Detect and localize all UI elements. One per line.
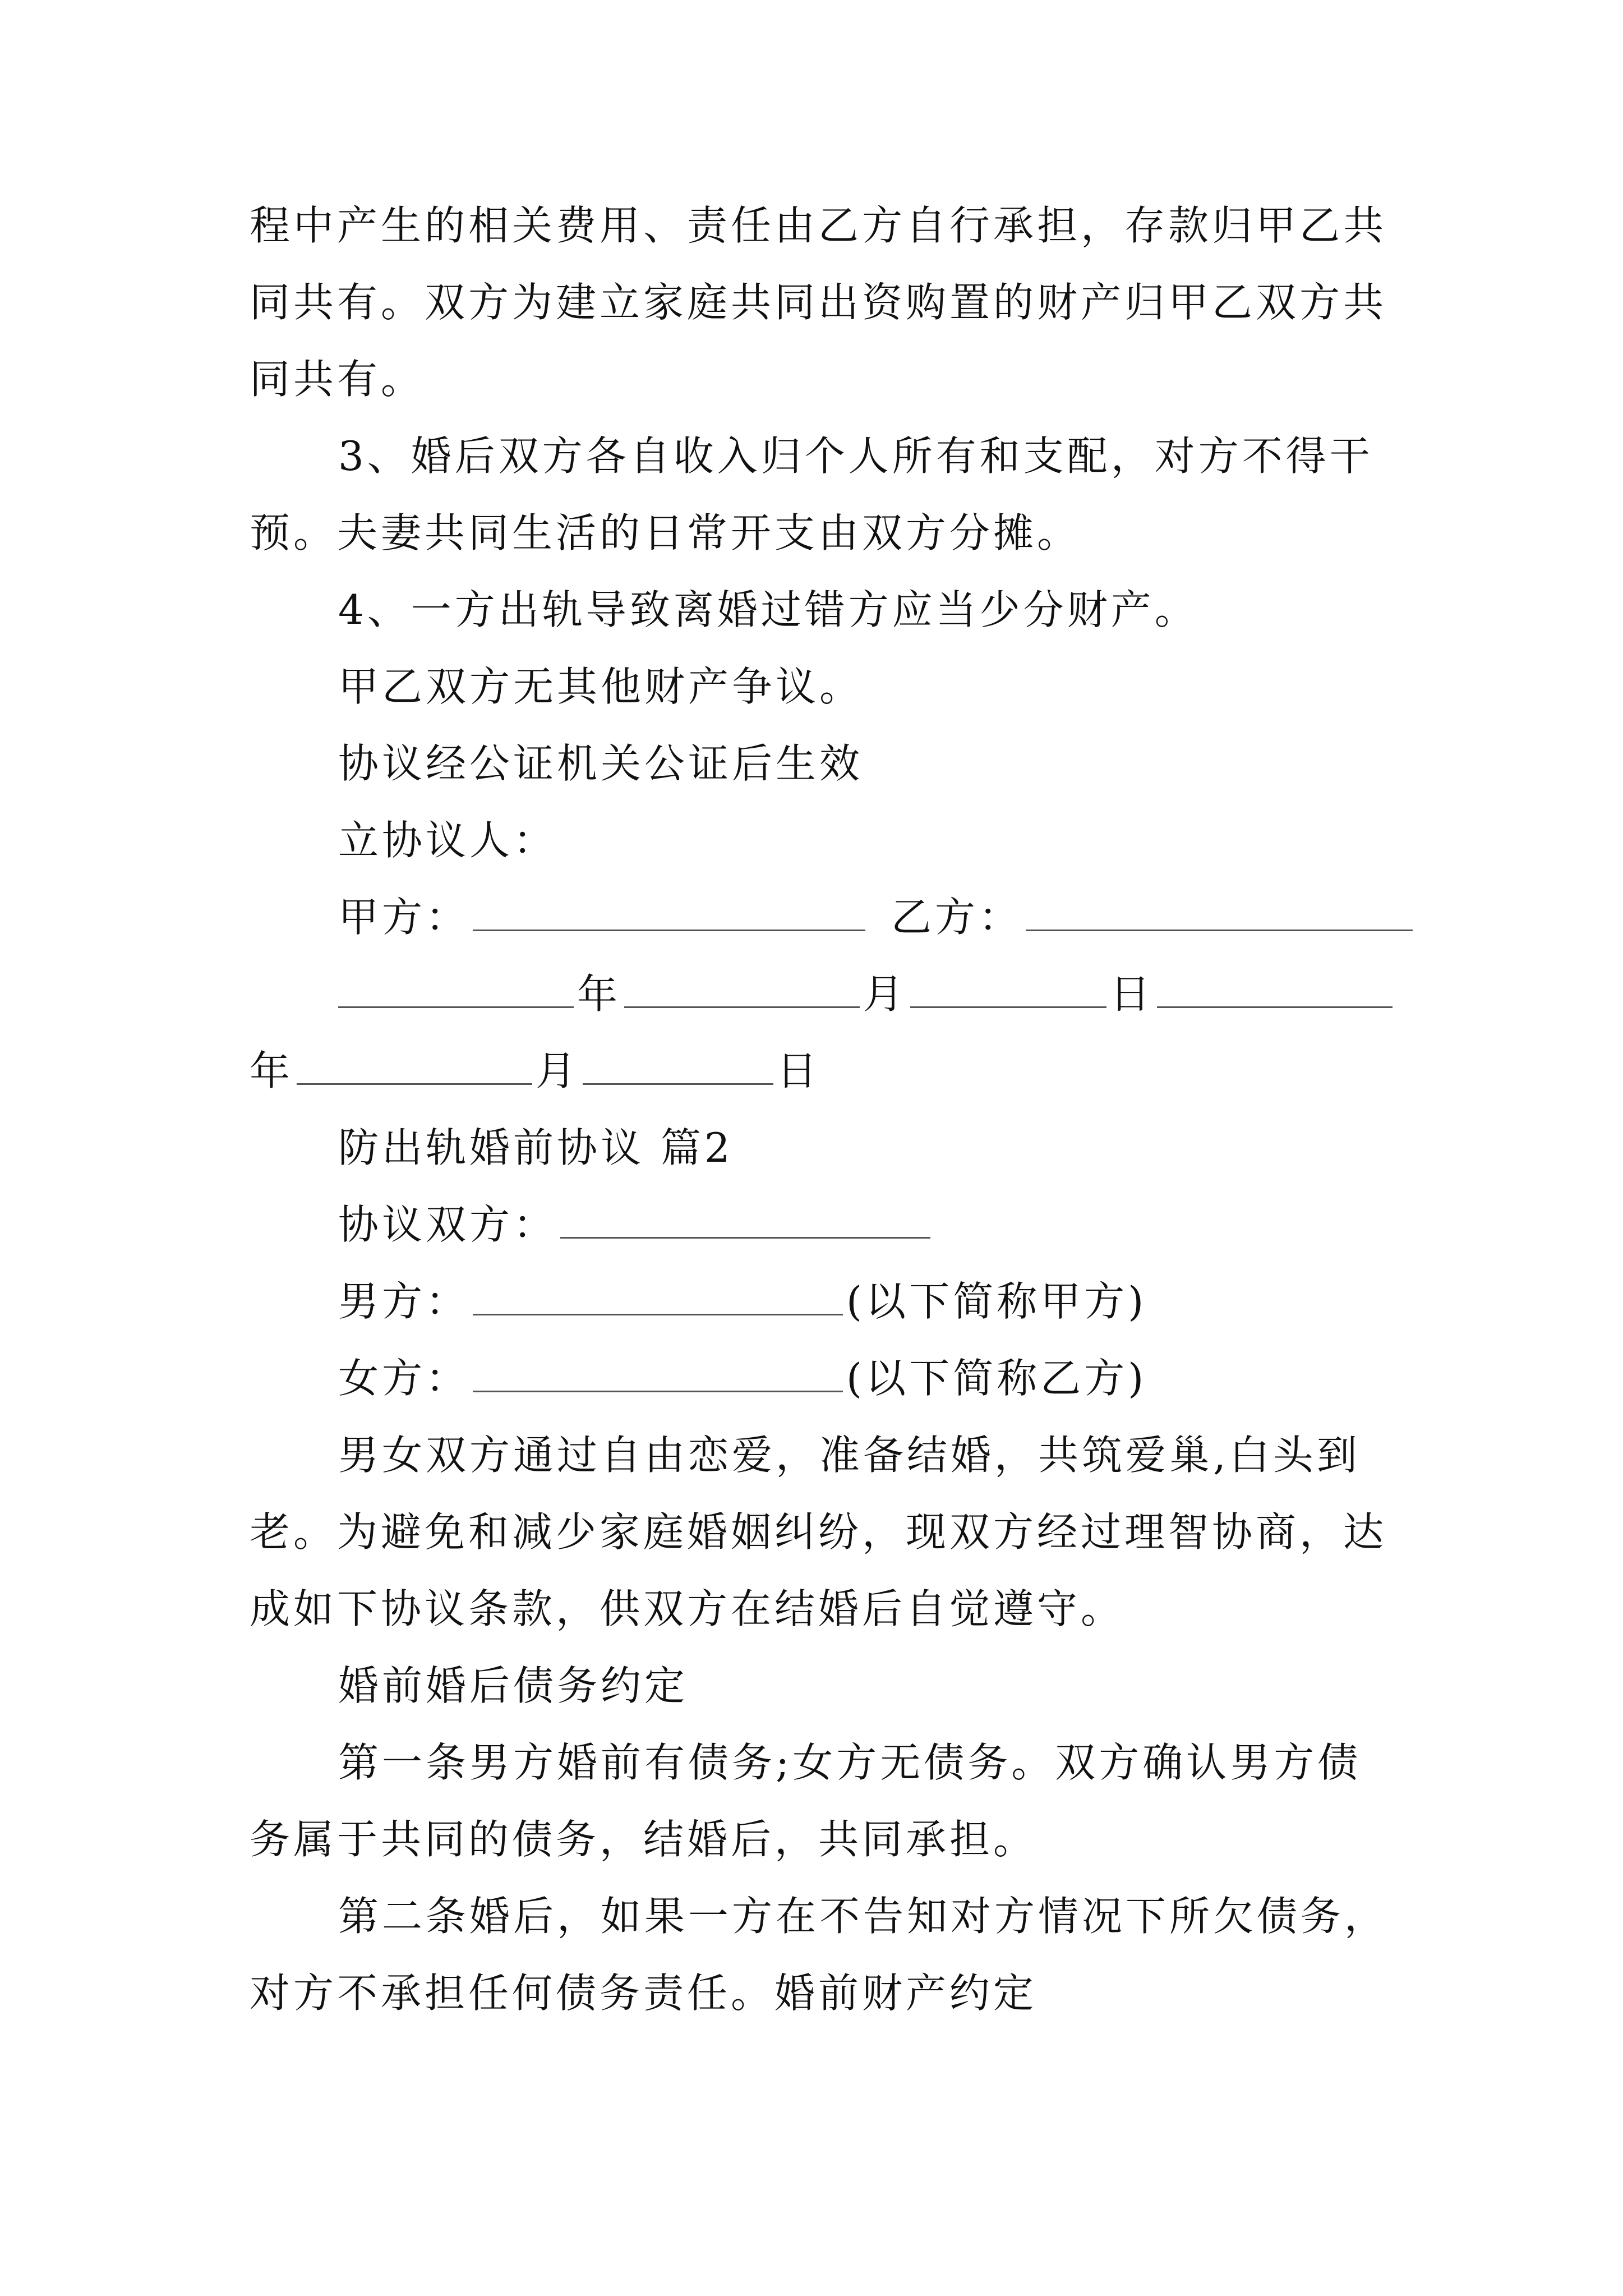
male-label: 男方： xyxy=(338,1278,470,1325)
text-line: 第二条婚后，如果一方在不告知对方情况下所欠债务， xyxy=(338,1893,1389,1940)
date-blank xyxy=(910,970,1106,1008)
date-blank xyxy=(583,1047,773,1085)
male-suffix: (以下简称甲方) xyxy=(846,1278,1147,1325)
female-label: 女方： xyxy=(338,1355,470,1402)
female-suffix: (以下简称乙方) xyxy=(846,1355,1147,1402)
text-line: 预。夫妻共同生活的日常开支由双方分摊。 xyxy=(250,509,1081,556)
date-line xyxy=(250,1043,820,1099)
parties-line xyxy=(338,1197,934,1253)
date-month-label: 月 xyxy=(536,1047,580,1094)
text-line: 对方不承担任何债务责任。婚前财产约定 xyxy=(250,1970,1038,2017)
male-line xyxy=(338,1273,1147,1329)
female-blank xyxy=(473,1355,843,1392)
text-line: 4、一方出轨导致离婚过错方应当少分财产。 xyxy=(338,586,1198,633)
text-line: 务属于共同的债务，结婚后，共同承担。 xyxy=(250,1816,1038,1863)
text-line: 同共有。 xyxy=(250,356,425,403)
date-year-label: 年 xyxy=(577,970,621,1018)
text-line: 男女双方通过自由恋爱，准备结婚，共筑爱巢,白头到 xyxy=(338,1432,1361,1479)
signature-line xyxy=(338,889,1416,945)
text-line: 老。为避免和减少家庭婚姻纠纷，现双方经过理智协商，达 xyxy=(250,1508,1387,1556)
date-month-label: 月 xyxy=(863,970,907,1018)
text-line: 第一条男方婚前有债务;女方无债务。双方确认男方债 xyxy=(338,1739,1362,1786)
text-line: 协议经公证机关公证后生效 xyxy=(338,740,864,787)
date-blank xyxy=(338,970,574,1008)
date-year-label: 年 xyxy=(250,1047,294,1094)
party-a-blank xyxy=(473,894,865,931)
text-line: 成如下协议条款，供双方在结婚后自觉遵守。 xyxy=(250,1585,1125,1632)
party-b-blank xyxy=(1026,894,1413,931)
male-blank xyxy=(473,1278,843,1315)
section-heading: 防出轨婚前协议 篇2 xyxy=(338,1124,734,1171)
date-blank xyxy=(297,1047,532,1085)
text-line: 程中产生的相关费用、责任由乙方自行承担，存款归甲乙共 xyxy=(250,202,1387,249)
date-day-label: 日 xyxy=(1110,970,1154,1018)
party-b-label: 乙方： xyxy=(891,894,1023,941)
text-line: 甲乙双方无其他财产争议。 xyxy=(338,663,864,710)
date-blank xyxy=(1157,970,1393,1008)
date-day-label: 日 xyxy=(777,1047,821,1094)
signers-label: 立协议人： xyxy=(338,817,557,864)
text-line: 同共有。双方为建立家庭共同出资购置的财产归甲乙双方共 xyxy=(250,279,1387,326)
date-blank xyxy=(624,970,860,1008)
parties-label: 协议双方： xyxy=(338,1201,557,1248)
text-line: 3、婚后双方各自收入归个人所有和支配，对方不得干 xyxy=(338,432,1373,480)
female-line xyxy=(338,1350,1147,1406)
debt-heading: 婚前婚后债务约定 xyxy=(338,1662,689,1709)
parties-blank xyxy=(560,1201,930,1239)
date-line xyxy=(338,966,1396,1022)
party-a-label: 甲方： xyxy=(338,894,470,941)
